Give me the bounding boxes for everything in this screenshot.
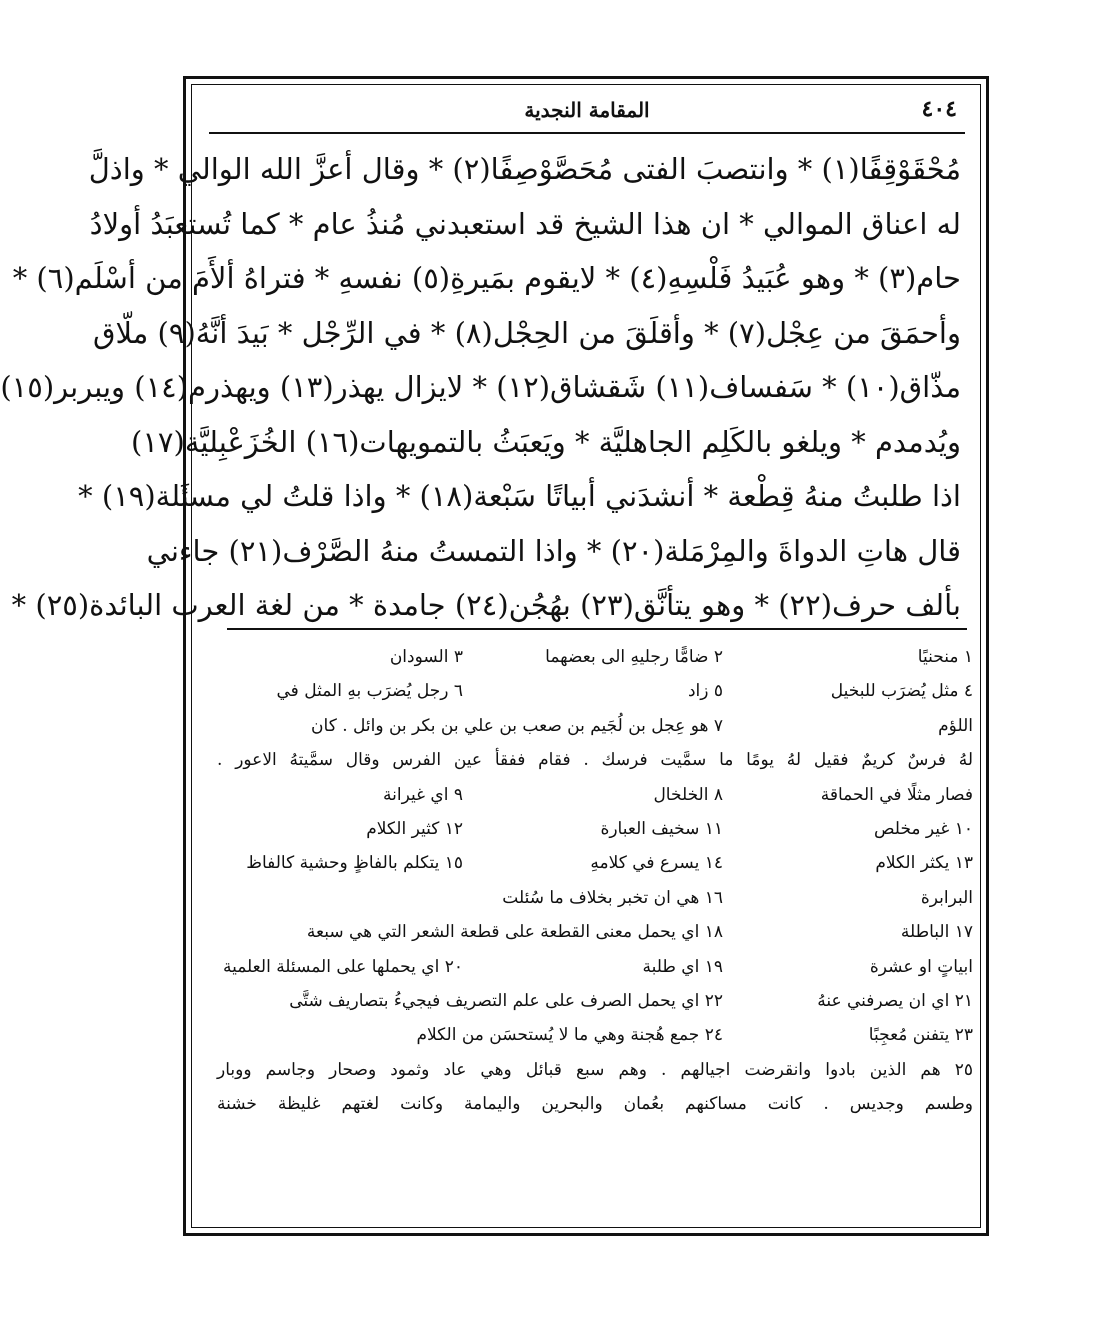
- page-header: [217, 92, 957, 132]
- footnote: ١١ سخيف العبارة: [600, 818, 723, 839]
- footnote: ٢٣ يتفنن مُعجِبًا: [868, 1025, 973, 1046]
- footnote: فصار مثلًا في الحماقة: [820, 784, 973, 805]
- footnote-row: [217, 846, 973, 880]
- main-text-line: مذّاق(١٠) * سَفساف(١١) شَقشاق(١٢) * لايزال يهذر(١٣) ويهذرم(١٤) ويبربر(١٥): [0, 370, 961, 404]
- footnote: ١٢ كثير الكلام: [366, 818, 463, 839]
- footnote-row: [217, 1018, 973, 1052]
- footnote-row: [217, 984, 973, 1018]
- footnotes: [217, 640, 973, 1121]
- footnote: ١٤ يسرع في كلامهِ: [590, 853, 723, 874]
- footnote: ١٩ اي طلبة: [642, 956, 723, 977]
- main-text-line: حام(٣) * وهو عُبَيدُ فَلْسِهِ(٤) * لايقوم بمَيرةِ(٥) نفسهِ * فتراهُ ألأَمَ من أسْلَم(٦) *: [12, 261, 961, 295]
- footnote-row: [217, 881, 973, 915]
- footnote: ١٣ يكثر الكلام: [875, 853, 973, 874]
- footnote-continuation: لهُ فرسٌ كريمٌ فقيل لهُ يومًا ما سمَّيت فرسك . فقام ففقأ عين الفرس وقال سمَّيتهُ الاعور .: [217, 750, 973, 771]
- footnote: ٢٢ اي يحمل الصرف على علم التصريف فيجيءُ بتصاريف شتَّى: [289, 990, 723, 1011]
- footnote: ٥ زاد: [687, 681, 723, 702]
- footnote: ٢٤ جمع هُجنة وهي ما لا يُستحسَن من الكلام: [416, 1025, 723, 1046]
- page-number: ٤٠٤: [921, 96, 957, 122]
- header-rule: [209, 132, 965, 134]
- footnote: ١٦ هي ان تخبر بخلاف ما سُئلت: [502, 887, 723, 908]
- footnote-row: [217, 778, 973, 812]
- footnote-row: [217, 674, 973, 708]
- footnote: ١٠ غير مخلص: [873, 818, 973, 839]
- running-head: المقامة النجدية: [524, 98, 650, 122]
- main-text: [0, 142, 961, 633]
- footnote: ١ منحنيًا: [917, 647, 973, 667]
- footnote: ٢ ضامًّا رجليهِ الى بعضهما: [545, 647, 723, 667]
- footnote-row: [217, 950, 973, 984]
- footnote: البرابرة: [920, 887, 973, 908]
- main-text-line: مُحْقَوْقِفًا(١) * وانتصبَ الفتى مُحَصَّوْصِفًا(٢) * وقال أعزَّ الله الوالي * واذلَّ: [88, 152, 961, 186]
- footnote: ٦ رجل يُضرَب بهِ المثل في: [276, 681, 463, 702]
- footnote-row: [217, 709, 973, 743]
- main-text-line: وأحمَقَ من عِجْل(٧) * وأقلَقَ من الحِجْل(٨) * في الرِّجْل * بَيدَ أنَّهُ(٩) ملّاق: [92, 315, 961, 350]
- footnote-continuation: وطسم وجديس . كانت مساكنهم بعُمان والبحرين واليمامة وكانت لغتهم غليظة خشنة: [217, 1094, 973, 1115]
- footnotes-rule: [227, 628, 967, 630]
- footnote: ٢٠ اي يحملها على المسئلة العلمية: [222, 956, 463, 977]
- footnote: ٣ السودان: [389, 647, 463, 667]
- footnote: ابياتٍ او عشرة: [869, 956, 973, 977]
- footnote: ٤ مثل يُضرَب للبخيل: [830, 681, 973, 702]
- footnote: ١٧ الباطلة: [900, 922, 973, 943]
- main-text-line: بألف حرف(٢٢) * وهو يتأنَّق(٢٣) بهُجُن(٢٤) جامدة * من لغة العرب البائدة(٢٥) *: [11, 588, 961, 622]
- footnote-long: ٢٥ هم الذين بادوا وانقرضت اجيالهم . وهم سبع قبائل وهي عاد وثمود وصحار وجاسم ووبار: [217, 1059, 973, 1080]
- main-text-line: اذا طلبتُ منهُ قِطْعة * أنشدَني أبياتًا سَبْعة(١٨) * واذا قلتُ لي مسئَلة(١٩) *: [78, 479, 961, 513]
- main-text-line: له اعناق الموالي * ان هذا الشيخ قد استعبدني مُنذُ عام * كما تُستعبَدُ أولادُ: [89, 206, 961, 241]
- footnote: ٩ اي غيرانة: [383, 784, 463, 805]
- main-text-line: قال هاتِ الدواةَ والمِرْمَلة(٢٠) * واذا التمستُ منهُ الصَّرْف(٢١) جاءني: [146, 533, 961, 568]
- footnote: ٢١ اي ان يصرفني عنهُ: [817, 990, 973, 1011]
- footnote: ١٥ يتكلم بالفاظٍ وحشية كالفاظ: [246, 853, 463, 874]
- main-text-line: ويُدمدم * ويلغو بالكَلِم الجاهليَّة * ويَعبَثُ بالتمويهات(١٦) الخُزَعْبِليَّة(١٧): [131, 424, 961, 459]
- footnote-row: [217, 640, 973, 674]
- footnote: ٨ الخلخال: [653, 784, 723, 805]
- footnote: اللؤم: [938, 715, 973, 736]
- footnote-row: [217, 812, 973, 846]
- footnote-row: [217, 915, 973, 949]
- footnote: ١٨ اي يحمل معنى القطعة على قطعة الشعر التي هي سبعة: [306, 922, 723, 943]
- footnote: ٧ هو عِجل بن لُجَيم بن صعب بن علي بن بكر بن وائل . كان: [311, 715, 723, 736]
